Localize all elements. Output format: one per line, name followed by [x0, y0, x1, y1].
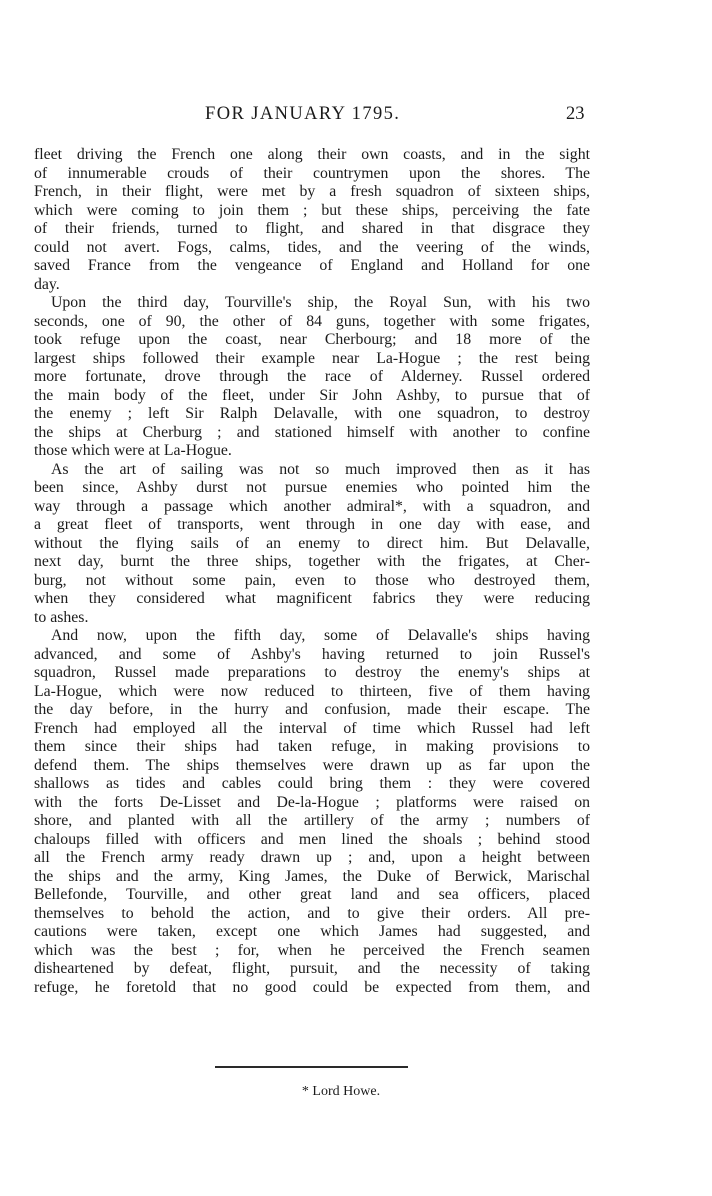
text-line: could not avert. Fogs, calms, tides, and the veering of the winds,: [34, 238, 590, 256]
text-line: advanced, and some of Ashby's having returned to join Russel's: [34, 645, 590, 663]
text-line: seconds, one of 90, the other of 84 guns, together with some frigates,: [34, 312, 590, 330]
text-line: shallows as tides and cables could bring them : they were covered: [34, 775, 590, 792]
text-line: when they considered what magnificent fabrics they were reducing: [34, 590, 590, 607]
text-line: of their friends, turned to flight, and shared in that disgrace they: [34, 220, 590, 237]
text-line: defend them. The ships themselves were drawn up as far upon the: [34, 756, 590, 774]
text-line: refuge, he foretold that no good could be expected from them, and: [34, 978, 590, 996]
footnote-marker: *: [301, 1084, 309, 1099]
text-line: chaloups filled with officers and men lined the shoals ; behind stood: [34, 830, 590, 848]
text-line: been since, Ashby durst not pursue enemies who pointed him the: [34, 479, 590, 496]
footnote-divider: [215, 1066, 408, 1068]
text-line: more fortunate, drove through the race of Alderney. Russel ordered: [34, 368, 590, 385]
text-line: of innumerable crouds of their countrymen upon the shores. The: [34, 164, 590, 182]
text-line: Upon the third day, Tourville's ship, the Royal Sun, with his two: [51, 294, 590, 311]
text-line: way through a passage which another admiral*, with a squadron, and: [34, 497, 590, 515]
text-line: the main body of the fleet, under Sir John Ashby, to pursue that of: [34, 386, 590, 404]
text-line: fleet driving the French one along their own coasts, and in the sight: [34, 146, 590, 163]
text-line: And now, upon the fifth day, some of Delavalle's ships having: [51, 627, 590, 644]
footnote: [0, 1084, 712, 1100]
running-header: FOR JANUARY 1795.: [205, 104, 401, 124]
text-line: day.: [34, 275, 60, 293]
text-line: cautions were taken, except one which James had suggested, and: [34, 923, 590, 940]
text-line: which was the best ; for, when he perceived the French seamen: [34, 941, 590, 959]
text-line: all the French army ready drawn up ; and, upon a height between: [34, 849, 590, 866]
text-line: burg, not without some pain, even to those who destroyed them,: [34, 571, 590, 589]
text-line: without the flying sails of an enemy to direct him. But Delavalle,: [34, 534, 590, 552]
body-text: [34, 146, 590, 997]
text-line: which were coming to join them ; but these ships, perceiving the fate: [34, 201, 590, 219]
footnote-text: Lord Howe.: [312, 1084, 381, 1099]
text-line: to ashes.: [34, 608, 89, 626]
text-line: Bellefonde, Tourville, and other great land and sea officers, placed: [34, 886, 590, 903]
text-line: La-Hogue, which were now reduced to thirteen, five of them having: [34, 682, 590, 700]
text-line: next day, burnt the three ships, together with the frigates, at Cher-: [34, 553, 590, 570]
text-line: French had employed all the interval of time which Russel had left: [34, 719, 590, 737]
text-line: shore, and planted with all the artillery of the army ; numbers of: [34, 812, 590, 829]
page-number: 23: [566, 104, 585, 124]
text-line: disheartened by defeat, flight, pursuit, and the necessity of taking: [34, 960, 590, 977]
text-line: those which were at La-Hogue.: [34, 442, 232, 459]
text-line: French, in their flight, were met by a fresh squadron of sixteen ships,: [34, 183, 590, 200]
text-line: largest ships followed their example near La-Hogue ; the rest being: [34, 349, 590, 367]
text-line: squadron, Russel made preparations to destroy the enemy's ships at: [34, 664, 590, 681]
text-line: As the art of sailing was not so much improved then as it has: [51, 460, 590, 478]
text-line: the ships at Cherburg ; and stationed himself with another to confine: [34, 423, 590, 441]
text-line: saved France from the vengeance of England and Holland for one: [34, 257, 590, 274]
text-line: themselves to behold the action, and to give their orders. All pre-: [34, 904, 590, 922]
text-line: with the forts De-Lisset and De-la-Hogue ; platforms were raised on: [34, 793, 590, 811]
text-line: a great fleet of transports, went through in one day with ease, and: [34, 516, 590, 533]
text-line: the enemy ; left Sir Ralph Delavalle, with one squadron, to destroy: [34, 405, 590, 422]
text-line: took refuge upon the coast, near Cherbourg; and 18 more of the: [34, 331, 590, 348]
text-line: the ships and the army, King James, the Duke of Berwick, Marischal: [34, 867, 590, 885]
text-line: them since their ships had taken refuge, in making provisions to: [34, 738, 590, 755]
text-line: the day before, in the hurry and confusion, made their escape. The: [34, 701, 590, 718]
